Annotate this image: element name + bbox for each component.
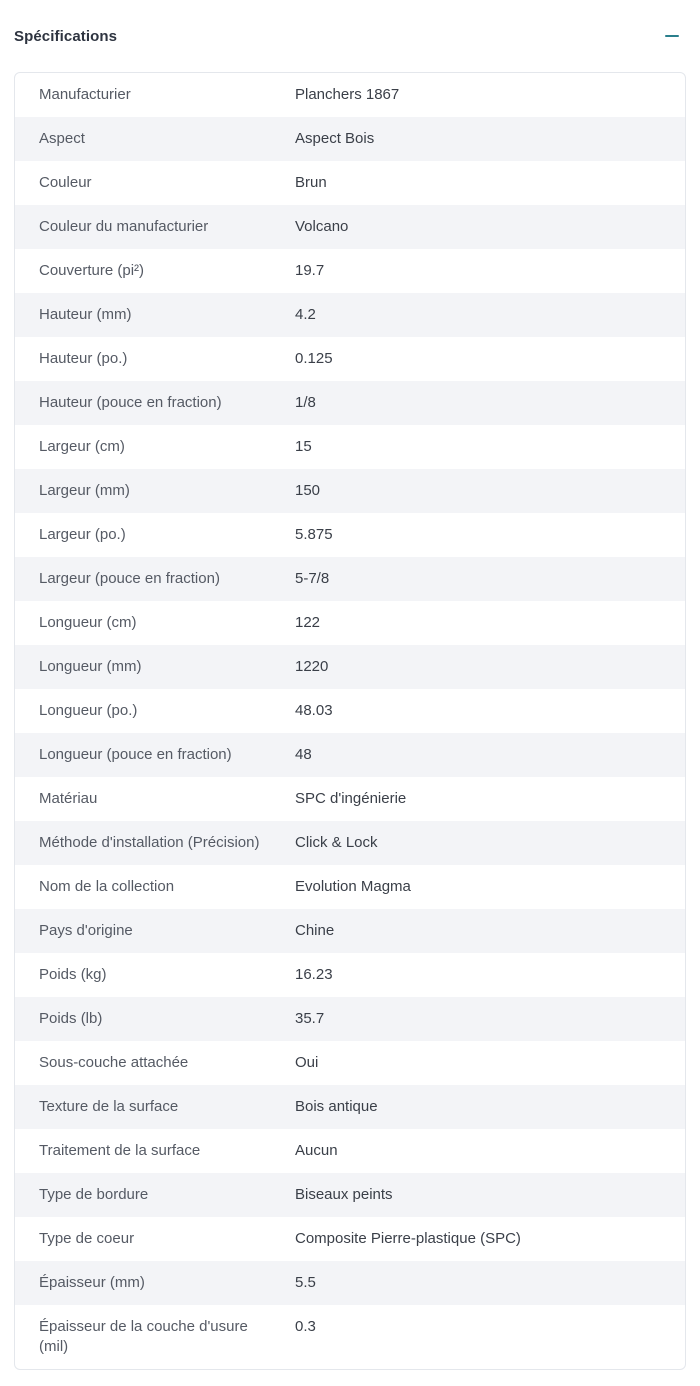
- table-row: [15, 1085, 685, 1129]
- minus-icon: [665, 35, 679, 37]
- spec-value: 16.23: [295, 966, 333, 983]
- spec-label: Couverture (pi²): [39, 262, 145, 279]
- spec-label: Texture de la surface: [39, 1098, 179, 1115]
- table-row: [15, 425, 685, 469]
- collapse-button[interactable]: [662, 26, 682, 46]
- spec-label: Manufacturier: [39, 86, 131, 103]
- table-row: [15, 205, 685, 249]
- spec-label: Largeur (cm): [39, 438, 125, 455]
- spec-value: Brun: [295, 174, 327, 191]
- spec-label: Poids (kg): [39, 966, 107, 983]
- table-row: [15, 777, 685, 821]
- spec-label: Matériau: [39, 790, 98, 807]
- spec-label: Longueur (cm): [39, 614, 137, 631]
- spec-value: Click & Lock: [295, 834, 378, 851]
- table-row: [15, 953, 685, 997]
- spec-value: Bois antique: [295, 1098, 378, 1115]
- spec-label: Couleur: [39, 174, 92, 191]
- table-row: [15, 117, 685, 161]
- spec-value: 0.125: [295, 350, 333, 367]
- spec-label: Type de coeur: [39, 1230, 135, 1247]
- spec-value: Chine: [295, 922, 335, 939]
- table-row: [15, 1129, 685, 1173]
- spec-value: Biseaux peints: [295, 1186, 393, 1203]
- spec-value: Composite Pierre-plastique (SPC): [295, 1230, 521, 1247]
- specifications-table: [14, 72, 686, 1370]
- spec-value: 35.7: [295, 1010, 325, 1027]
- table-row: [15, 645, 685, 689]
- section-title: Spécifications: [14, 27, 118, 45]
- table-row: [15, 73, 685, 117]
- spec-value: 122: [295, 614, 321, 631]
- table-row: [15, 1305, 685, 1369]
- table-row: [15, 997, 685, 1041]
- spec-label: Largeur (pouce en fraction): [39, 570, 220, 587]
- table-row: [15, 1217, 685, 1261]
- table-row: [15, 1041, 685, 1085]
- table-row: [15, 381, 685, 425]
- spec-label: Épaisseur de la couche d'usure (mil): [39, 1318, 248, 1355]
- spec-value: 19.7: [295, 262, 325, 279]
- table-row: [15, 249, 685, 293]
- spec-value: 5.875: [295, 526, 333, 543]
- spec-value: 1220: [295, 658, 329, 675]
- spec-value: Oui: [295, 1054, 319, 1071]
- spec-label: Méthode d'installation (Précision): [39, 834, 260, 851]
- spec-label: Nom de la collection: [39, 878, 175, 895]
- table-row: [15, 689, 685, 733]
- table-row: [15, 733, 685, 777]
- table-row: [15, 557, 685, 601]
- table-row: [15, 1173, 685, 1217]
- spec-label: Hauteur (mm): [39, 306, 132, 323]
- table-row: [15, 293, 685, 337]
- spec-value: 1/8: [295, 394, 316, 411]
- table-row: [15, 1261, 685, 1305]
- spec-value: SPC d'ingénierie: [295, 790, 407, 807]
- spec-value: Volcano: [295, 218, 349, 235]
- spec-value: 5-7/8: [295, 570, 330, 587]
- spec-value: Evolution Magma: [295, 878, 411, 895]
- table-row: [15, 161, 685, 205]
- spec-value: 48: [295, 746, 312, 763]
- spec-value: 4.2: [295, 306, 316, 323]
- spec-value: Aucun: [295, 1142, 338, 1159]
- spec-label: Poids (lb): [39, 1010, 103, 1027]
- spec-value: 150: [295, 482, 321, 499]
- table-row: [15, 865, 685, 909]
- spec-label: Longueur (mm): [39, 658, 142, 675]
- spec-label: Type de bordure: [39, 1186, 149, 1203]
- table-row: [15, 601, 685, 645]
- spec-label: Hauteur (po.): [39, 350, 128, 367]
- table-row: [15, 469, 685, 513]
- spec-label: Longueur (pouce en fraction): [39, 746, 232, 763]
- spec-label: Largeur (mm): [39, 482, 130, 499]
- spec-value: Planchers 1867: [295, 86, 400, 103]
- spec-label: Longueur (po.): [39, 702, 138, 719]
- spec-value: Aspect Bois: [295, 130, 375, 147]
- spec-value: 5.5: [295, 1274, 316, 1291]
- spec-value: 48.03: [295, 702, 333, 719]
- spec-label: Largeur (po.): [39, 526, 126, 543]
- spec-label: Couleur du manufacturier: [39, 218, 209, 235]
- section-header[interactable]: [0, 0, 700, 72]
- table-row: [15, 821, 685, 865]
- spec-label: Sous-couche attachée: [39, 1054, 189, 1071]
- spec-label: Traitement de la surface: [39, 1142, 201, 1159]
- table-row: [15, 337, 685, 381]
- table-row: [15, 513, 685, 557]
- spec-value: 0.3: [295, 1318, 316, 1335]
- spec-label: Pays d'origine: [39, 922, 133, 939]
- spec-label: Hauteur (pouce en fraction): [39, 394, 222, 411]
- spec-label: Épaisseur (mm): [39, 1274, 145, 1291]
- spec-label: Aspect: [39, 130, 85, 147]
- table-row: [15, 909, 685, 953]
- spec-value: 15: [295, 438, 312, 455]
